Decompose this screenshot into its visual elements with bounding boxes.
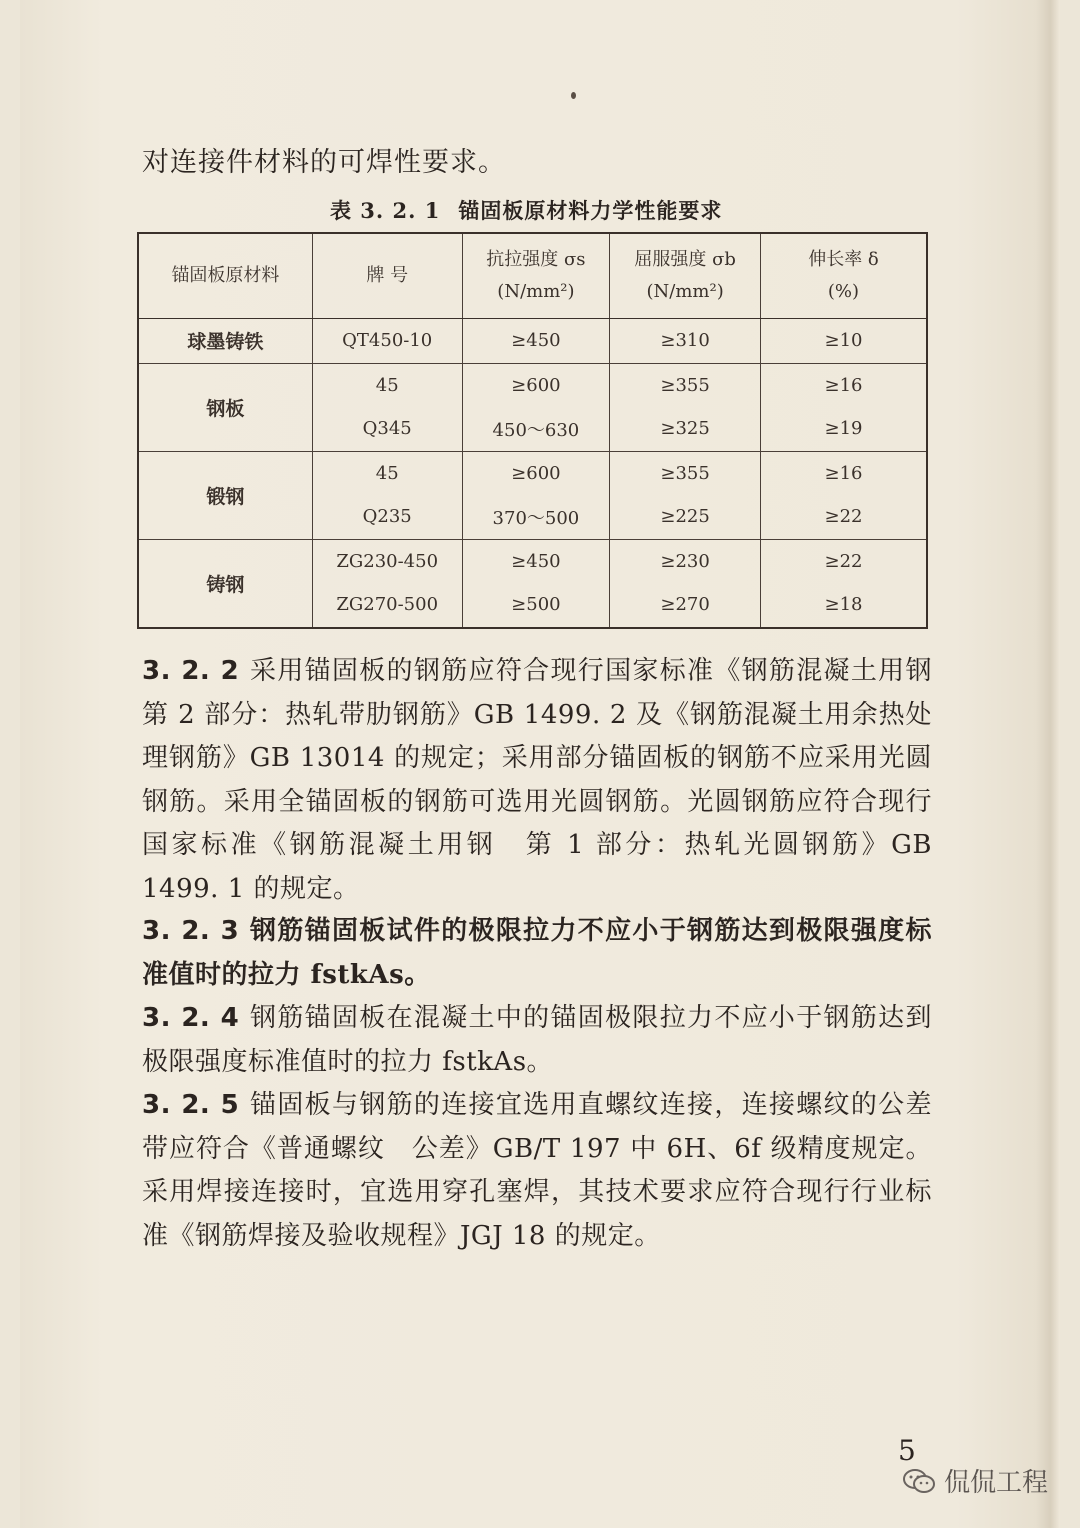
ink-mark xyxy=(571,92,576,99)
material-cell: 钢板 xyxy=(138,363,312,451)
material-cell: 铸钢 xyxy=(138,539,312,628)
table-cell: 370～500 xyxy=(462,495,610,539)
table-row xyxy=(138,363,927,407)
table-cell: ZG230-450 xyxy=(312,539,462,583)
header-material: 锚固板原材料 xyxy=(138,233,312,319)
section-text: 锚固板与钢筋的连接宜选用直螺纹连接，连接螺纹的公差带应符合《普通螺纹 公差》GB/T 197 中 6H、6f 级精度规定。采用焊接连接时，宜选用穿孔塞焊，其技术要求应符合现行行业标准《钢筋焊接及验收规程》JGJ 18 的规定。 xyxy=(142,1090,932,1251)
table-cell: ≥22 xyxy=(760,495,927,539)
header-grade: 牌 号 xyxy=(312,233,462,319)
material-properties-table xyxy=(137,232,928,629)
header-tensile-strength: 抗拉强度 σs (N/mm²) xyxy=(462,233,610,319)
table-row xyxy=(138,319,927,364)
table-cell: ≥16 xyxy=(760,451,927,495)
table-cell: ≥10 xyxy=(760,319,927,364)
section-number: 3. 2. 5 xyxy=(142,1090,240,1120)
table-cell: ≥22 xyxy=(760,539,927,583)
table-cell: Q235 xyxy=(312,495,462,539)
table-caption-title: 锚固板原材料力学性能要求 xyxy=(458,198,723,223)
table-cell: 45 xyxy=(312,363,462,407)
table-cell: ≥19 xyxy=(760,407,927,451)
table-caption-number: 表 3. 2. 1 xyxy=(330,198,441,223)
table-cell: ≥355 xyxy=(610,451,761,495)
section-text: 采用锚固板的钢筋应符合现行国家标准《钢筋混凝土用钢 第 2 部分：热轧带肋钢筋》GB 1499. 2 及《钢筋混凝土用余热处理钢筋》GB 13014 的规定；采用部分锚固板的钢筋不应采用光圆钢筋。采用全锚固板的钢筋可选用光圆钢筋。光圆钢筋应符合现行国家标准《钢筋混凝土用钢 第 1 部分：热轧光圆钢筋》GB 1499. 1 的规定。 xyxy=(142,656,959,904)
material-cell: 锻钢 xyxy=(138,451,312,539)
table-cell: ≥225 xyxy=(610,495,761,539)
table-cell: ≥270 xyxy=(610,583,761,628)
table-cell: ≥600 xyxy=(462,363,610,407)
table-header-row xyxy=(138,233,927,319)
table-row xyxy=(138,539,927,583)
table-caption xyxy=(330,195,740,225)
table-cell: ≥310 xyxy=(610,319,761,364)
section-3-2-5 xyxy=(142,1084,932,1258)
section-number: 3. 2. 4 xyxy=(142,1003,240,1033)
header-elongation: 伸长率 δ (%) xyxy=(760,233,927,319)
table-cell: ≥230 xyxy=(610,539,761,583)
material-cell: 球墨铸铁 xyxy=(138,319,312,364)
section-3-2-4 xyxy=(142,997,932,1084)
section-3-2-2 xyxy=(142,650,959,911)
header-yield-strength: 屈服强度 σb (N/mm²) xyxy=(610,233,761,319)
table-cell: 45 xyxy=(312,451,462,495)
table-cell: ≥500 xyxy=(462,583,610,628)
watermark-text: 侃侃工程 xyxy=(944,1468,1049,1498)
section-3-2-3 xyxy=(142,910,932,997)
table-cell: ≥325 xyxy=(610,407,761,451)
table-cell: Q345 xyxy=(312,407,462,451)
section-text: 钢筋锚固板试件的极限拉力不应小于钢筋达到极限强度标准值时的拉力 fstkAs。 xyxy=(142,916,932,990)
page-number: 5 xyxy=(898,1434,916,1467)
table-cell: ≥600 xyxy=(462,451,610,495)
watermark xyxy=(902,1462,1048,1499)
table-cell: ≥450 xyxy=(462,319,610,364)
section-text: 钢筋锚固板在混凝土中的锚固极限拉力不应小于钢筋达到极限强度标准值时的拉力 fstkAs。 xyxy=(142,1003,932,1077)
page-edge xyxy=(1036,0,1060,1528)
wechat-icon xyxy=(902,1468,936,1494)
table-cell: ≥18 xyxy=(760,583,927,628)
table-cell: ≥355 xyxy=(610,363,761,407)
intro-text: 对连接件材料的可焊性要求。 xyxy=(142,147,506,178)
table-cell: 450～630 xyxy=(462,407,610,451)
section-number: 3. 2. 3 xyxy=(142,916,240,946)
table-cell: ≥450 xyxy=(462,539,610,583)
table-cell: ZG270-500 xyxy=(312,583,462,628)
table-row xyxy=(138,451,927,495)
table-cell: ≥16 xyxy=(760,363,927,407)
table-cell: QT450-10 xyxy=(312,319,462,364)
section-number: 3. 2. 2 xyxy=(142,656,240,686)
